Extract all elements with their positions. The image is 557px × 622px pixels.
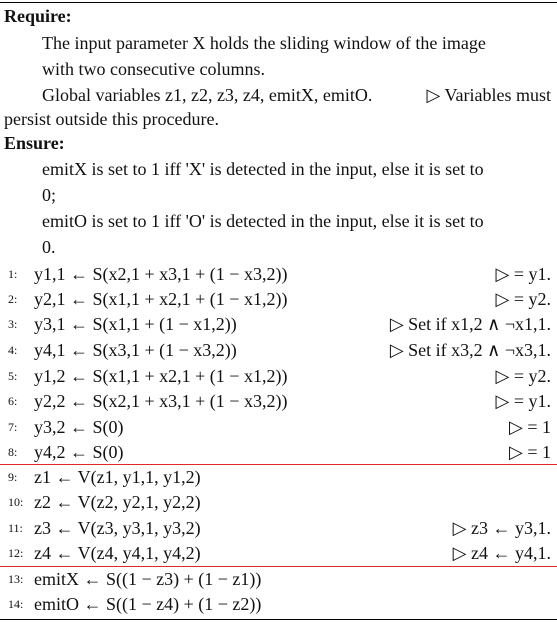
require-line-3: Global variables z1, z2, z3, z4, emitX, emitO.	[42, 85, 373, 105]
step-code: y3,1 ← S(x1,1 + (1 − x1,2))	[34, 314, 237, 334]
step-code: y2,1 ← S(x1,1 + x2,1 + (1 − x1,2))	[34, 289, 288, 309]
ensure-line-2: 0;	[42, 185, 57, 205]
step-comment: ▷ = 1	[509, 442, 551, 462]
step-comment: ▷ = y1.	[495, 391, 551, 411]
step-code: z4 ← V(z4, y4,1, y4,2)	[34, 543, 201, 563]
line-number: 13:	[8, 572, 24, 586]
line-number: 5:	[8, 369, 18, 383]
step-comment: ▷ Set if x1,2 ∧ ¬x1,1.	[389, 314, 551, 334]
step-code: y1,2 ← S(x1,1 + x2,1 + (1 − x1,2))	[34, 366, 288, 386]
require-line-4: persist outside this procedure.	[4, 109, 219, 129]
step-comment: ▷ z3 ← y3,1.	[452, 518, 551, 538]
step-comment: ▷ z4 ← y4,1.	[452, 543, 551, 563]
highlight-rule-bottom	[0, 566, 557, 567]
line-number: 7:	[8, 420, 18, 434]
step-code: y2,2 ← S(x2,1 + x3,1 + (1 − x3,2))	[34, 391, 288, 411]
step-code: y4,1 ← S(x3,1 + (1 − x3,2))	[34, 340, 237, 360]
require-comment: ▷ Variables must	[426, 85, 551, 105]
line-number: 3:	[8, 317, 18, 331]
line-number: 11:	[8, 521, 23, 535]
ensure-line-1: emitX is set to 1 iff 'X' is detected in the input, else it is set to	[42, 159, 484, 179]
bottom-rule	[0, 619, 557, 620]
step-code: y3,2 ← S(0)	[34, 417, 124, 437]
ensure-line-4: 0.	[42, 237, 56, 257]
line-number: 14:	[8, 597, 24, 611]
step-code: z1 ← V(z1, y1,1, y1,2)	[34, 467, 201, 487]
line-number: 1:	[8, 267, 18, 281]
step-comment: ▷ = y2.	[495, 289, 551, 309]
ensure-label: Ensure:	[4, 133, 65, 153]
step-code: z2 ← V(z2, y2,1, y2,2)	[34, 492, 201, 512]
step-code: emitX ← S((1 − z3) + (1 − z1))	[34, 569, 262, 589]
step-comment: ▷ = y2.	[495, 366, 551, 386]
require-label: Require:	[4, 6, 72, 26]
line-number: 10:	[8, 495, 24, 509]
line-number: 2:	[8, 292, 18, 306]
ensure-line-3: emitO is set to 1 iff 'O' is detected in the input, else it is set to	[42, 211, 484, 231]
line-number: 4:	[8, 343, 18, 357]
line-number: 12:	[8, 546, 24, 560]
step-code: emitO ← S((1 − z4) + (1 − z2))	[34, 594, 262, 614]
step-comment: ▷ = 1	[509, 417, 551, 437]
top-rule	[0, 2, 557, 3]
step-code: y1,1 ← S(x2,1 + x3,1 + (1 − x3,2))	[34, 264, 288, 284]
step-code: z3 ← V(z3, y3,1, y3,2)	[34, 518, 201, 538]
line-number: 9:	[8, 470, 18, 484]
require-line-1: The input parameter X holds the sliding window of the image	[42, 33, 486, 53]
step-code: y4,2 ← S(0)	[34, 442, 124, 462]
line-number: 8:	[8, 445, 18, 459]
step-comment: ▷ Set if x3,2 ∧ ¬x3,1.	[389, 340, 551, 360]
require-line-2: with two consecutive columns.	[42, 59, 265, 79]
step-comment: ▷ = y1.	[495, 264, 551, 284]
highlight-rule-top	[0, 464, 557, 465]
line-number: 6:	[8, 394, 18, 408]
